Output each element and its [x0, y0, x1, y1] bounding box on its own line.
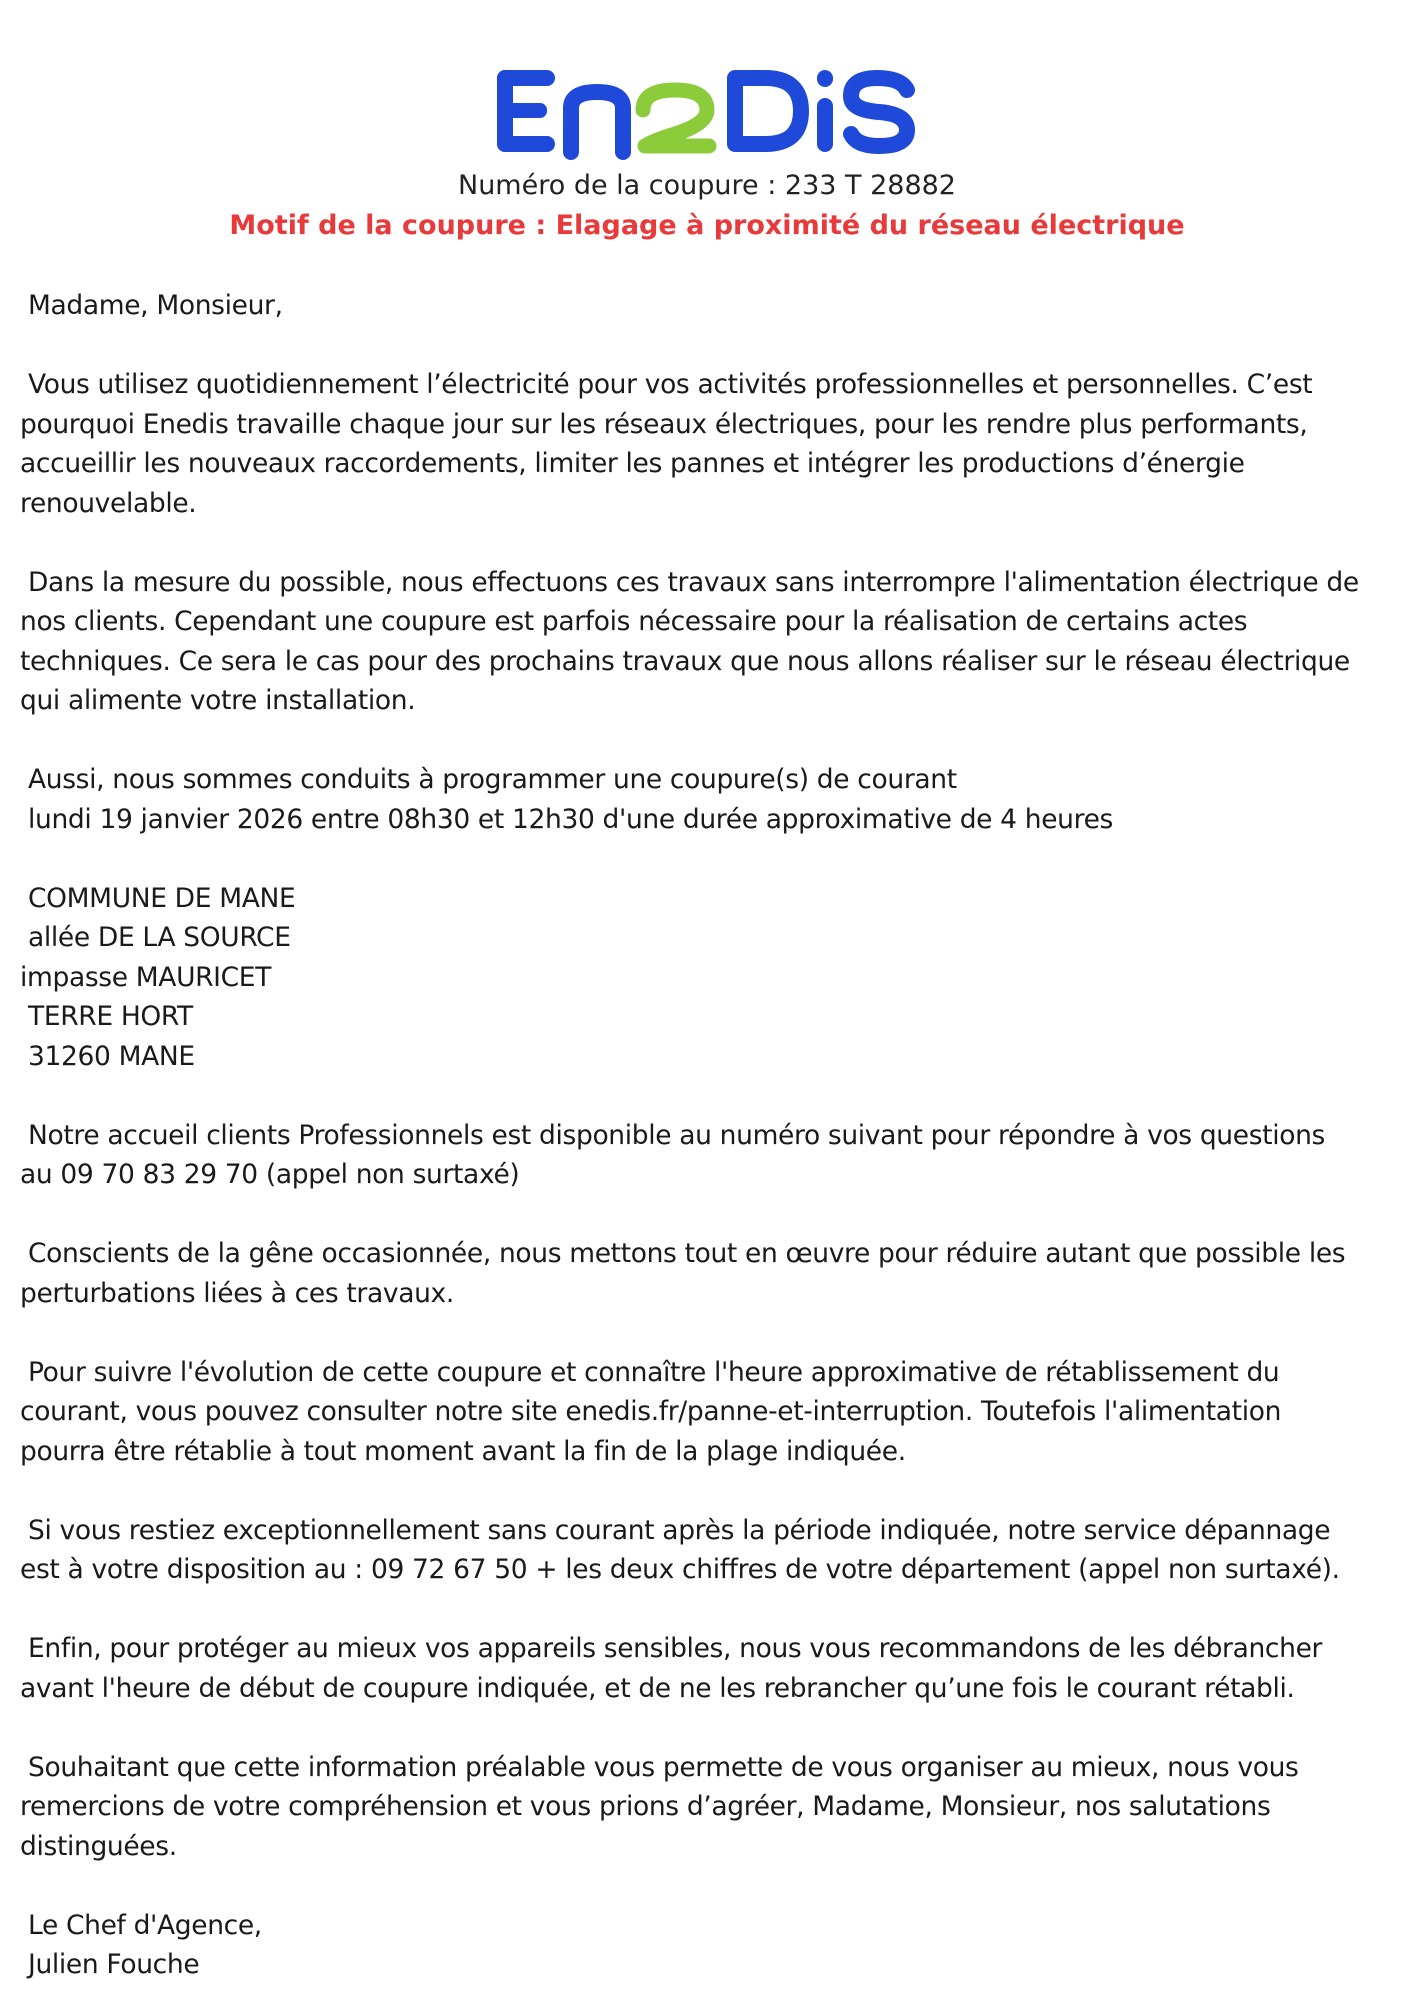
logo-letter-e1	[497, 70, 555, 152]
paragraph-line: est à votre disposition au : 09 72 67 50 + les deux chiffres de votre département (appel non surtaxé).	[20, 1554, 1340, 1585]
paragraph-line: Aussi, nous sommes conduits à programmer une coupure(s) de courant	[28, 764, 957, 795]
signature-block	[20, 1906, 1404, 1985]
paragraph-line: pourra être rétablie à tout moment avant la fin de la plage indiquée.	[20, 1435, 906, 1467]
address-line: impasse MAURICET	[20, 961, 272, 993]
paragraph-troubleshooting	[20, 1511, 1404, 1590]
paragraph-line: Si vous restiez exceptionnellement sans courant après la période indiquée, notre service dépannage	[28, 1514, 1331, 1546]
paragraph-closing	[20, 1748, 1404, 1867]
paragraph-line: Vous utilisez quotidiennement l’électricité pour vos activités professionnelles et personnelles. C’est	[28, 369, 1313, 400]
paragraph-line: accueillir les nouveaux raccordements, limiter les pannes et intégrer les productions d’énergie	[20, 448, 1245, 479]
signature-name: Julien Fouche	[28, 1949, 200, 1980]
enedis-logo	[0, 62, 1414, 162]
paragraph-customer-service	[20, 1116, 1404, 1195]
paragraph-line: renouvelable.	[20, 487, 197, 519]
paragraph-line: Conscients de la gêne occasionnée, nous mettons tout en œuvre pour réduire autant que possible les	[28, 1238, 1346, 1269]
logo-letter-n	[571, 92, 623, 152]
cut-number: Numéro de la coupure : 233 T 28882	[458, 170, 956, 201]
paragraph-line: qui alimente votre installation.	[20, 685, 416, 716]
address-line: TERRE HORT	[28, 1001, 193, 1032]
paragraph-line: avant l'heure de début de coupure indiquée, et de ne les rebrancher qu’une fois le courant rétabli.	[20, 1672, 1295, 1704]
logo-letter-s	[851, 78, 907, 146]
logo-letter-i	[817, 70, 833, 152]
paragraph-line: remercions de votre compréhension et vous prions d’agréer, Madame, Monsieur, nos salutations	[20, 1791, 1271, 1822]
paragraph-line: distinguées.	[20, 1830, 177, 1862]
paragraph-line: Notre accueil clients Professionnels est disponible au numéro suivant pour répondre à vos questions	[28, 1119, 1325, 1151]
paragraph-line: nos clients. Cependant une coupure est parfois nécessaire pour la réalisation de certains actes	[20, 606, 1248, 637]
address-line: 31260 MANE	[28, 1040, 195, 1072]
paragraph-follow-up	[20, 1353, 1404, 1472]
paragraph-apology	[20, 1234, 1404, 1313]
logo-letter-d	[735, 78, 801, 144]
paragraph-line: Pour suivre l'évolution de cette coupure et connaître l'heure approximative de rétablissement du	[28, 1356, 1280, 1388]
enedis-logo-mark	[497, 62, 917, 162]
salutation: Madame, Monsieur,	[28, 290, 283, 321]
paragraph-line: techniques. Ce sera le cas pour des prochains travaux que nous allons réaliser sur le réseau électrique	[20, 645, 1350, 677]
cut-reason: Motif de la coupure : Elagage à proximité du réseau électrique	[229, 210, 1185, 241]
paragraph-line: courant, vous pouvez consulter notre site enedis.fr/panne-et-interruption. Toutefois l'alimentation	[20, 1396, 1282, 1427]
paragraph-line: Souhaitant que cette information préalable vous permette de vous organiser au mieux, nous vous	[28, 1751, 1299, 1783]
paragraph-intro	[20, 365, 1404, 523]
paragraph-schedule	[20, 760, 1404, 839]
paragraph-line: Enfin, pour protéger au mieux vos appareils sensibles, nous vous recommandons de les débrancher	[28, 1633, 1323, 1664]
signature-title: Le Chef d'Agence,	[28, 1909, 262, 1941]
address-line: allée DE LA SOURCE	[28, 922, 291, 953]
paragraph-line: perturbations liées à ces travaux.	[20, 1277, 454, 1309]
outage-date-line: lundi 19 janvier 2026 entre 08h30 et 12h30 d'une durée approximative de 4 heures	[28, 803, 1113, 835]
paragraph-line: Dans la mesure du possible, nous effectuons ces travaux sans interrompre l'alimentation électrique de	[28, 566, 1359, 598]
paragraph-line: au 09 70 83 29 70 (appel non surtaxé)	[20, 1159, 520, 1190]
logo-letter-e2	[643, 90, 709, 146]
address-block	[20, 879, 1404, 1077]
address-line: COMMUNE DE MANE	[28, 882, 296, 914]
paragraph-line: pourquoi Enedis travaille chaque jour sur les réseaux électriques, pour les rendre plus performants,	[20, 408, 1308, 440]
letter-body	[20, 286, 1404, 1985]
paragraph-works	[20, 563, 1404, 721]
paragraph-appliances	[20, 1629, 1404, 1708]
